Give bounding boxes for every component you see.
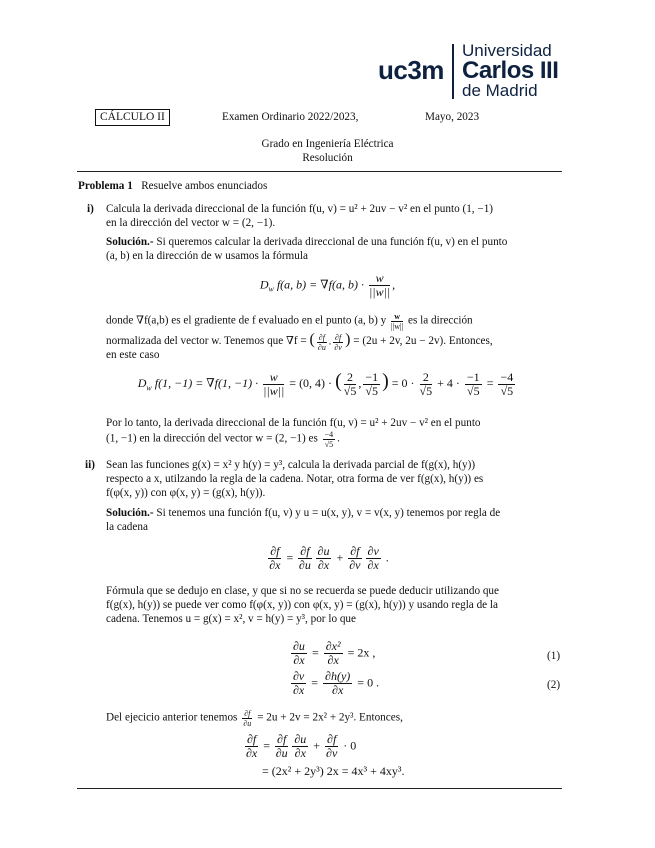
logo-line-3: de Madrid bbox=[462, 81, 538, 100]
problem-heading bbox=[78, 179, 267, 194]
conclusion-text: (1, −1) en la dirección del vector w = (2, −1) es bbox=[106, 432, 318, 445]
eq2-d-term: + 4 · bbox=[437, 376, 460, 390]
part-ii-solution-2: la cadena bbox=[106, 521, 148, 533]
course-box: CÁLCULO II bbox=[95, 109, 170, 126]
eq2-b: = (0, 4) · bbox=[289, 376, 333, 390]
exam-title: Examen Ordinario 2022/2023, bbox=[222, 111, 359, 123]
logo-line-1: Universidad bbox=[462, 41, 552, 60]
fraction-den: ||w|| bbox=[368, 285, 391, 299]
para2-tail-1: es la dirección bbox=[408, 314, 473, 327]
part-ii-para2-2: f(g(x), h(y)) se puede ver como f(φ(x, y)) con φ(x, y) = (g(x), h(y)) y usando regla de la bbox=[106, 599, 498, 611]
problem-label: Problema 1 bbox=[78, 180, 133, 192]
part-ii-statement-2: respecto a x, utilzando la regla de la cadena. Notar, otra forma de ver f(g(x), h(y)) es bbox=[106, 473, 484, 485]
para2-text-2: normalizada del vector w. Tenemos que ∇f = bbox=[106, 335, 307, 347]
directional-derivative-formula: $D_w$ f(a, b) = ∇f(a, b) · $\frac{w}{||w||}$ , bbox=[259, 271, 396, 299]
logo-line-2: Carlos III bbox=[462, 57, 559, 84]
exam-date: Mayo, 2023 bbox=[425, 111, 480, 123]
part-ii-para2-3: cadena. Tenemos u = g(x) = x², v = h(y) = y³, por lo que bbox=[106, 613, 356, 625]
final-tail: · 0 bbox=[343, 738, 357, 753]
part-ii-para3: Del ejecicio anterior tenemos $\frac{\partial f}{\partial u}$ = 2u + 2v = 2x² + 2y³. Entonces, bbox=[106, 709, 403, 728]
part-i-para2-3: en este caso bbox=[106, 349, 160, 361]
part-i-statement-2: en la dirección del vector w = (2, −1). bbox=[106, 217, 276, 229]
solution-label-2: Solución.- bbox=[106, 507, 154, 519]
para3-tail: = 2u + 2v = 2x² + 2y³. Entonces, bbox=[257, 711, 403, 724]
formula-d: D bbox=[259, 277, 269, 292]
equation-2: $\frac{\partial v}{\partial x}$ = $\frac{\partial h(y)}{\partial x}$ = 0 . bbox=[293, 669, 380, 697]
degree: Grado en Ingeniería Eléctrica bbox=[261, 138, 394, 150]
solution-text-2: Si tenemos una función f(u, v) y u = u(x, y), v = v(x, y) tenemos por regla de bbox=[153, 507, 501, 519]
part-i-statement-1: Calcula la derivada direccional de la función f(u, v) = u² + 2uv − v² en el punto (1, −1) bbox=[106, 203, 494, 215]
final-equation-1: $\frac{\partial f}{\partial x}$ = $\frac{\partial f}{\partial u}$ $\frac{\partial u}{\partial x}$ + $\frac{\partial f}{\partial v}$ · 0 bbox=[246, 732, 357, 760]
uc3m-logo-text: uc3m bbox=[378, 55, 444, 85]
equation-1-tag: (1) bbox=[547, 650, 561, 662]
unit-vector: $\frac{w}{||w||}$ bbox=[391, 312, 404, 331]
formula-rhs: f(a, b) = ∇f(a, b) · bbox=[276, 277, 364, 292]
para2-tail-2: = (2u + 2v, 2u − 2v). Entonces, bbox=[353, 335, 493, 347]
part-i-conclusion-2: (1, −1) en la dirección del vector w = (2, −1) es $\frac{-4}{√5}$ . bbox=[106, 430, 340, 449]
part-ii-label: ii) bbox=[85, 459, 95, 471]
para2-text-1: donde ∇f(a,b) es el gradiente de f evaluado en el punto (a, b) y bbox=[106, 314, 387, 327]
eq2-d: D bbox=[137, 376, 147, 390]
evaluation-equation: $D_w$ f(1, −1) = ∇f(1, −1) · $\frac{w}{||w||}$ = (0, 4) · ( $\frac{2}{√5}$ , $\frac{-1}{√5}$ ) = 0 · $\frac{2}{√5}$ + 4 · $\frac{-1}{√5}$ = $\frac{-4}{√5}$ bbox=[137, 369, 514, 398]
formula-fraction bbox=[369, 272, 390, 299]
part-i-solution-2: (a, b) en la dirección de w usamos la fórmula bbox=[106, 250, 308, 262]
part-i-solution-1 bbox=[106, 235, 507, 250]
part-i-para2-1 bbox=[106, 312, 473, 331]
header-rule bbox=[77, 171, 562, 172]
eq2-e: = bbox=[486, 376, 494, 390]
equation-1: $\frac{\partial u}{\partial x}$ = $\frac{\text{∂x²}}{\partial x}$ = 2x , bbox=[293, 639, 376, 667]
problem-statement: Resuelve ambos enunciados bbox=[141, 180, 268, 192]
part-i-label: i) bbox=[87, 203, 94, 215]
logo-divider bbox=[452, 44, 454, 99]
eq2-a: f(1, −1) = ∇f(1, −1) · bbox=[154, 376, 259, 390]
para3-text: Del ejecicio anterior tenemos bbox=[106, 711, 238, 724]
eq1-tail: = 2x , bbox=[347, 645, 376, 660]
part-i-conclusion-1: Por lo tanto, la derivada direccional de la función f(u, v) = u² + 2uv − v² en el punto bbox=[106, 417, 481, 429]
eq2-tail: = 0 . bbox=[357, 675, 380, 690]
footer-rule bbox=[77, 788, 562, 789]
subtitle: Resolución bbox=[302, 152, 353, 164]
part-ii-statement-1: Sean las funciones g(x) = x² y h(y) = y³, calcula la derivada parcial de f(g(x), h(y)) bbox=[106, 459, 476, 471]
equation-2-tag: (2) bbox=[547, 679, 561, 691]
eq2-c: = 0 · bbox=[391, 376, 415, 390]
final-equation-2: = (2x² + 2y³) 2x = 4x³ + 4xy³. bbox=[262, 764, 405, 778]
part-ii-solution-1 bbox=[106, 506, 500, 521]
part-ii-statement-3: f(φ(x, y)) con φ(x, y) = (g(x), h(y)). bbox=[106, 487, 266, 499]
part-i-para2-2: normalizada del vector w. Tenemos que ∇f = ( $\frac{\partial f}{\partial u}$ , $\frac{\partial f}{\partial v}$ ) = (2u + 2v, 2u − 2v). Entonces, bbox=[106, 331, 493, 352]
part-ii-para2-1: Fórmula que se dedujo en clase, y que si no se recuerda se puede deducir utilizando que bbox=[106, 585, 499, 597]
solution-label: Solución.- bbox=[106, 236, 154, 248]
solution-text: Si queremos calcular la derivada direccional de una función f(u, v) en el punto bbox=[153, 236, 508, 248]
fraction-num: w bbox=[369, 272, 390, 286]
chain-rule-formula: $\frac{\partial f}{\partial x}$ = $\frac{\partial f}{\partial u}$ $\frac{\partial u}{\partial x}$ + $\frac{\partial f}{\partial v}$ $\frac{\partial v}{\partial x}$ . bbox=[269, 544, 389, 572]
